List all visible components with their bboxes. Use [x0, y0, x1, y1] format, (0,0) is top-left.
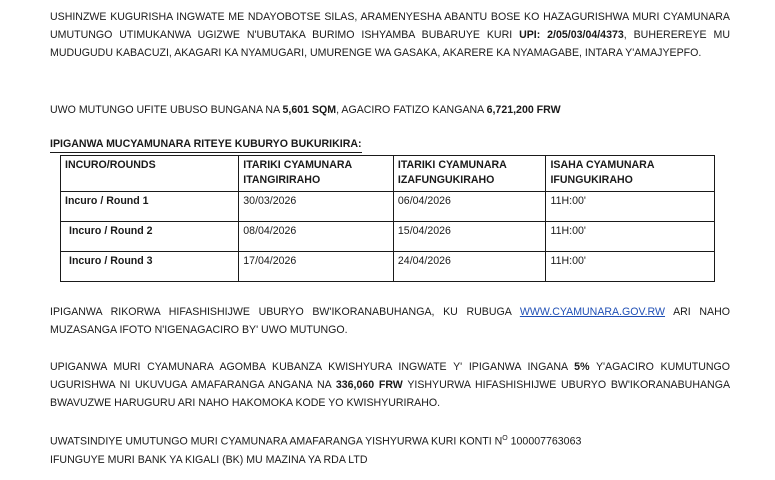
- start-date-cell: 30/03/2026: [239, 192, 394, 222]
- online-suffix: ARI NAHO MUZASANGA IFOTO N'IGENAGACIRO BY' UWO MUTUNGO.: [50, 306, 730, 336]
- start-date-cell: 17/04/2026: [239, 252, 394, 282]
- table-row: [61, 192, 715, 222]
- size-price-paragraph: [50, 101, 730, 119]
- deposit-paragraph: [50, 358, 730, 412]
- account-paragraph: [50, 430, 730, 469]
- table-header-row: [61, 156, 715, 192]
- start-date-cell: 08/04/2026: [239, 222, 394, 252]
- size-value: 5,601 SQM: [282, 104, 337, 116]
- cyamunara-website-link[interactable]: WWW.CYAMUNARA.GOV.RW: [519, 306, 666, 318]
- opening-time-cell: 11H:00': [546, 192, 715, 222]
- opening-time-cell: 11H:00': [546, 252, 715, 282]
- deposit-suffix: YISHYURWA HIFASHISHIJWE UBURYO BW'IKORANABUHANGA BWAVUZWE HARUGURU ARI NAHO HAKOMOKA KODE YO KWISHYURIRAHO.: [50, 379, 731, 409]
- account-number: 100007763063: [507, 435, 582, 448]
- table-row: [61, 252, 715, 282]
- online-prefix: IPIGANWA RIKORWA HIFASHISHIJWE UBURYO BW'IKORANABUHANGA, KU RUBUGA: [50, 306, 520, 318]
- auction-rounds-table: [60, 155, 715, 282]
- price-prefix: , AGACIRO FATIZO KANGANA: [336, 104, 487, 116]
- round-cell: Incuro / Round 1: [61, 192, 239, 222]
- header-rounds: INCURO/ROUNDS: [61, 156, 239, 192]
- close-date-cell: 15/04/2026: [393, 222, 546, 252]
- table-heading: IPIGANWA MUCYAMUNARA RITEYE KUBURYO BUKURIKIRA:: [50, 136, 362, 153]
- close-date-cell: 24/04/2026: [393, 252, 546, 282]
- deposit-amount: 336,060 FRW: [335, 379, 403, 391]
- intro-paragraph: [50, 8, 730, 62]
- upi-label: UPI: 2/05/03/04/4373: [519, 29, 624, 41]
- close-date-cell: 06/04/2026: [393, 192, 546, 222]
- round-cell: Incuro / Round 3: [61, 252, 239, 282]
- header-close-date: ITARIKI CYAMUNARA IZAFUNGUKIRAHO: [393, 156, 546, 192]
- intro-text: USHINZWE KUGURISHA INGWATE ME NDAYOBOTSE SILAS, ARAMENYESHA ABANTU BOSE KO HAZAGURISHWA MURI CYAMUNARA UMUTUNGO UTIMUKANWA UGIZWE N'UBUTAKA BURIMO ISHYAMBA BUBARUYE KURI: [50, 11, 730, 41]
- header-start-date: ITARIKI CYAMUNARA ITANGIRIRAHO: [239, 156, 394, 192]
- round-cell: Incuro / Round 2: [61, 222, 239, 252]
- deposit-percent: 5%: [574, 361, 590, 373]
- opening-time-cell: 11H:00': [546, 222, 715, 252]
- price-value: 6,721,200 FRW: [486, 104, 561, 116]
- location-text: , BUHEREREYE MU MUDUGUDU KABACUZI, AKAGARI KA NYAMUGARI, UMURENGE WA GASAKA, AKARERE KA NYAMAGABE, INTARA Y'AMAJYEPFO.: [50, 29, 730, 59]
- table-row: [61, 222, 715, 252]
- deposit-prefix: UPIGANWA MURI CYAMUNARA AGOMBA KUBANZA KWISHYURA INGWATE Y' IPIGANWA INGANA: [50, 361, 575, 373]
- account-suffix: IFUNGUYE MURI BANK YA KIGALI (BK) MU MAZINA YA RDA LTD: [50, 453, 368, 466]
- header-opening-time: ISAHA CYAMUNARA IFUNGUKIRAHO: [546, 156, 715, 192]
- online-bidding-paragraph: [50, 303, 730, 339]
- account-prefix: UWATSINDIYE UMUTUNGO MURI CYAMUNARA AMAFARANGA YISHYURWA KURI KONTI N: [50, 435, 503, 448]
- account-number-sup: O: [502, 435, 508, 442]
- size-prefix: UWO MUTUNGO UFITE UBUSO BUNGANA NA: [50, 104, 283, 116]
- deposit-middle: Y'AGACIRO KUMUTUNGO UGURISHWA NI UKUVUGA AMAFARANGA ANGANA NA: [50, 361, 730, 391]
